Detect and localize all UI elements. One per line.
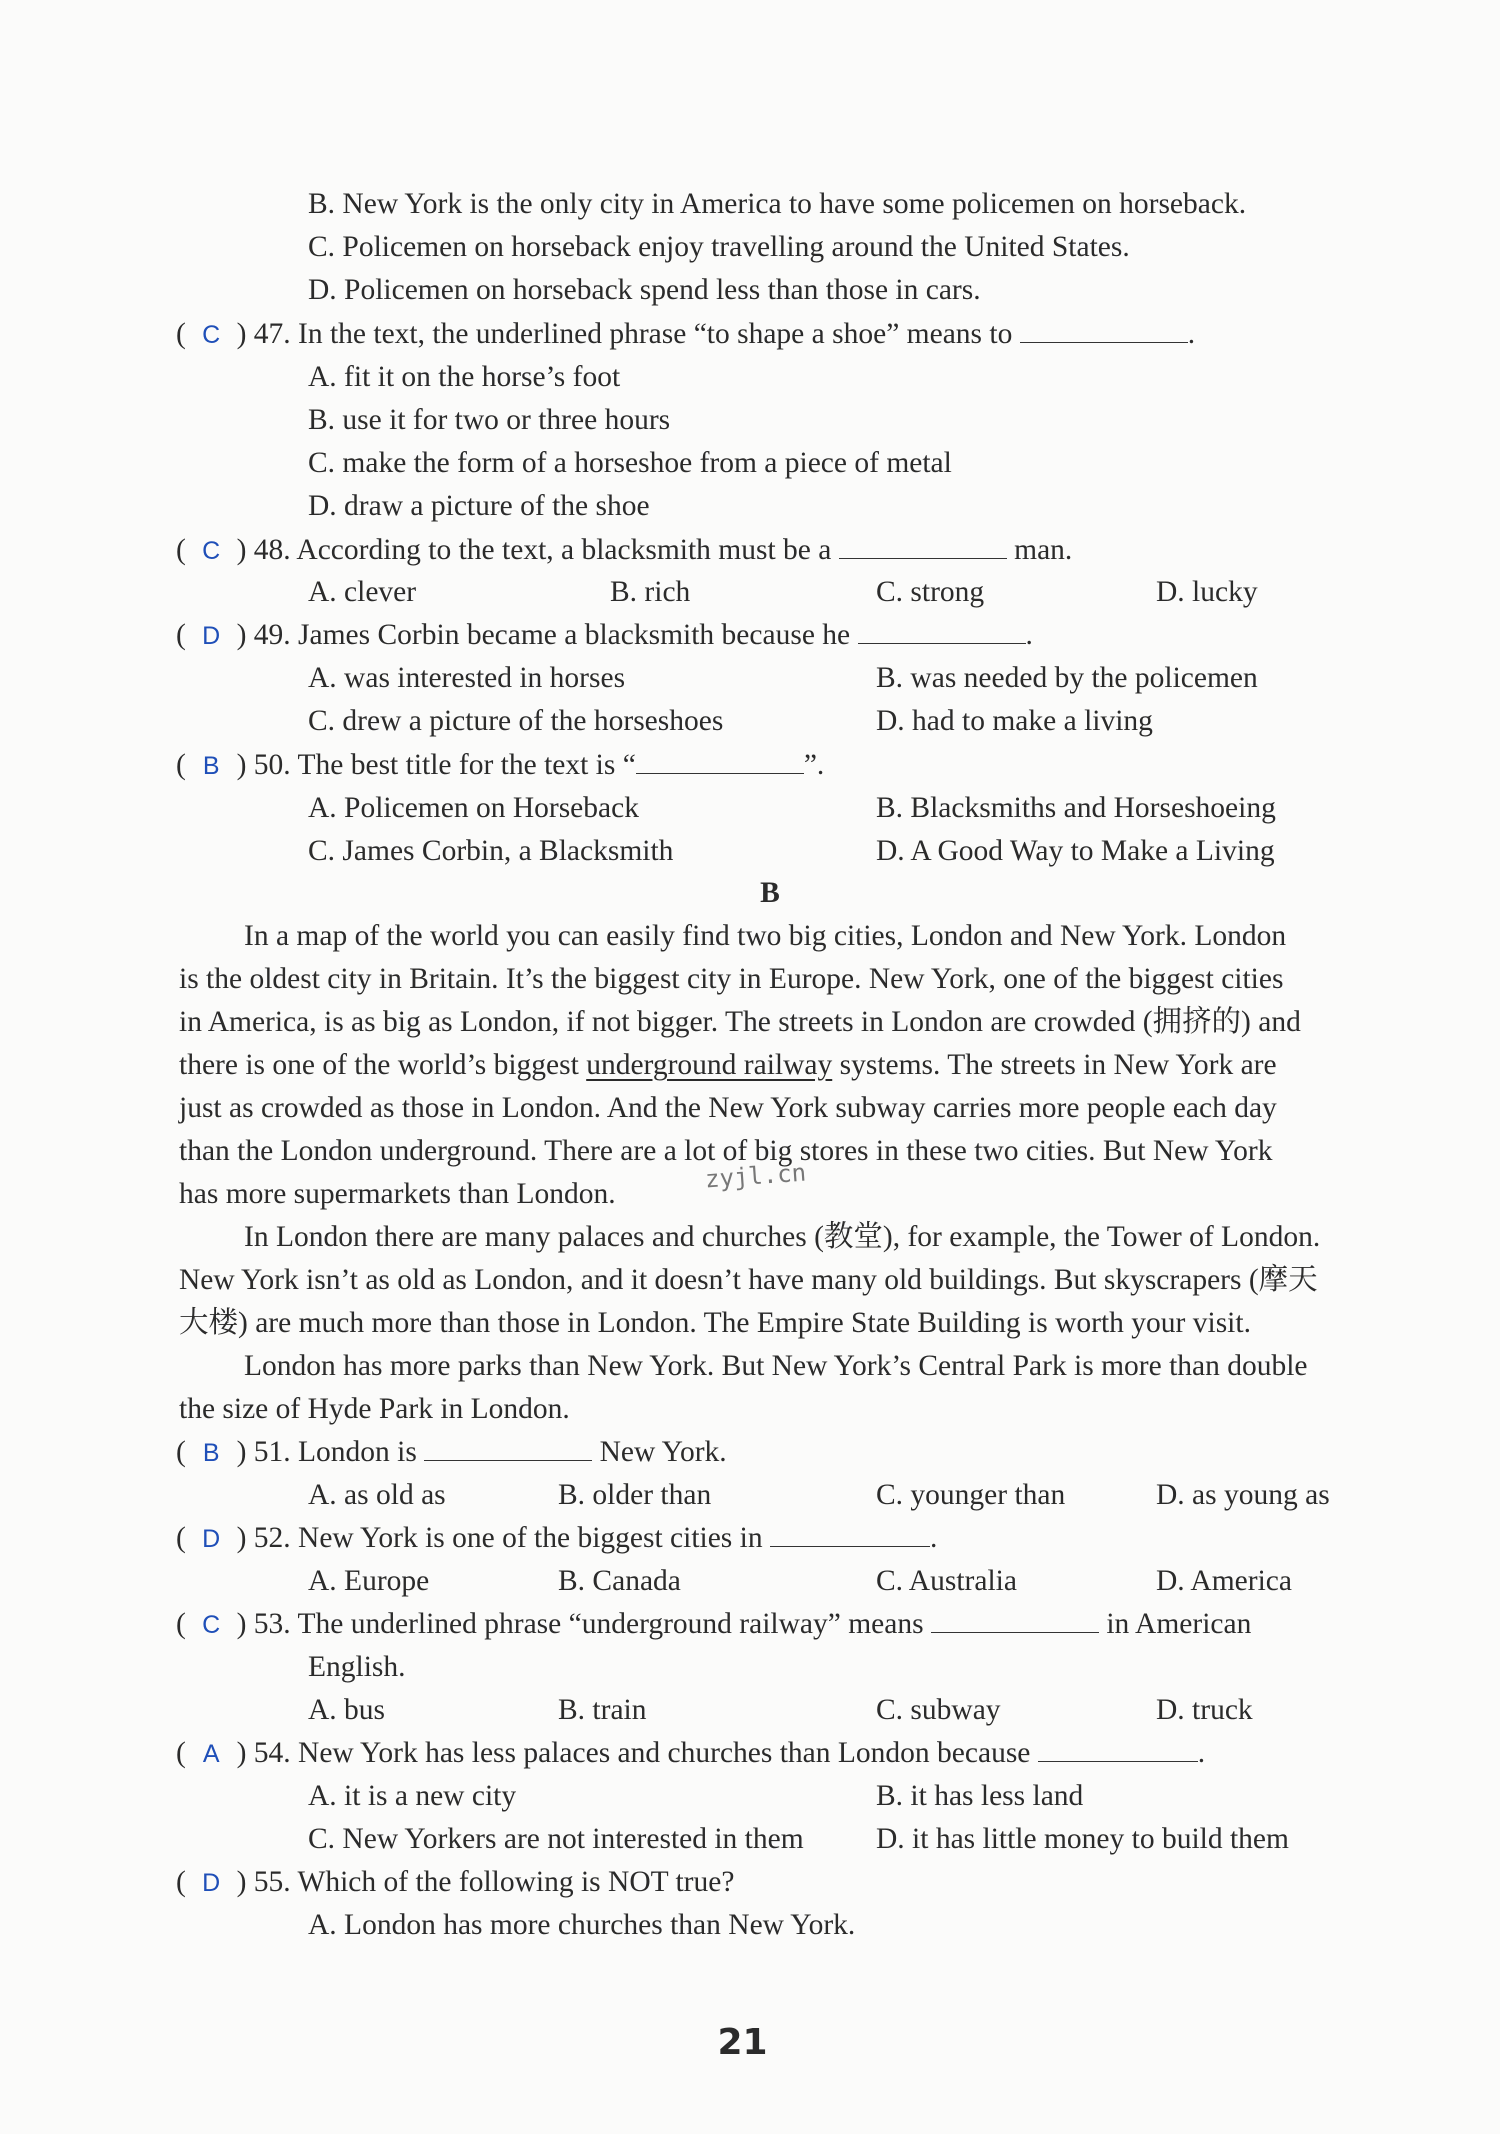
q47-stem: ( C ) 47. In the text, the underlined phrase “to shape a shoe” means to . [176, 314, 1195, 355]
q54-stem-end: . [1197, 1737, 1206, 1769]
q48-option-b: B. rich [610, 576, 691, 608]
q49-stem-text: James Corbin became a blacksmith because he [298, 619, 851, 651]
q52-option-a: A. Europe [308, 1565, 430, 1597]
q55-stem: ( D ) 55. Which of the following is NOT true? [176, 1862, 734, 1903]
q48-option-d: D. lucky [1156, 576, 1258, 608]
q53-stem-end: in American [1106, 1608, 1252, 1640]
q52-option-c: C. Australia [876, 1565, 1017, 1597]
q53-number: 53. [253, 1608, 291, 1640]
q48-option-c: C. strong [876, 576, 985, 608]
q53-blank [931, 1606, 1099, 1633]
q48-number: 48. [253, 534, 291, 566]
q47-option-a: A. fit it on the horse’s foot [308, 361, 621, 393]
q53-option-a: A. bus [308, 1694, 386, 1726]
q47-number: 47. [253, 318, 291, 350]
watermark: zyjl.cn [704, 1158, 808, 1194]
q51-option-c: C. younger than [876, 1479, 1066, 1511]
q54-stem: ( A ) 54. New York has less palaces and churches than London because . [176, 1733, 1205, 1774]
q50-stem-text: The best title for the text is “ [297, 749, 636, 781]
q53-stem: ( C ) 53. The underlined phrase “underground railway” means in American [176, 1604, 1251, 1645]
q50-option-b: B. Blacksmiths and Horseshoeing [876, 792, 1276, 824]
q50-answer: B [202, 752, 220, 780]
q52-stem-end: . [930, 1522, 938, 1554]
passage-line: than the London underground. There are a lot of big stores in these two cities. But New York [179, 1135, 1273, 1167]
q52-answer: D [202, 1525, 221, 1553]
q46-option-d: D. Policemen on horseback spend less than those in cars. [308, 274, 981, 306]
q50-number: 50. [253, 749, 291, 781]
q52-option-b: B. Canada [558, 1565, 681, 1597]
q54-number: 54. [253, 1737, 291, 1769]
q53-answer: C [202, 1611, 221, 1639]
q52-blank [770, 1520, 930, 1547]
q52-number: 52. [253, 1522, 291, 1554]
q50-option-c: C. James Corbin, a Blacksmith [308, 835, 674, 867]
q55-stem-text: Which of the following is NOT true? [297, 1866, 735, 1898]
q55-number: 55. [253, 1866, 291, 1898]
q53-stem-text: The underlined phrase “underground railway” means [297, 1608, 924, 1640]
q48-stem-text: According to the text, a blacksmith must be a [296, 534, 832, 566]
passage-line: has more supermarkets than London. [179, 1178, 616, 1210]
q47-blank [1020, 316, 1188, 343]
q48-stem-end: man. [1014, 534, 1073, 566]
q50-stem-end: ”. [803, 749, 825, 781]
q51-stem-end: New York. [599, 1436, 727, 1468]
q47-option-d: D. draw a picture of the shoe [308, 490, 650, 522]
passage-text: there is one of the world’s biggest [179, 1049, 579, 1081]
q49-stem: ( D ) 49. James Corbin became a blacksmith because he . [176, 615, 1033, 656]
q51-option-a: A. as old as [308, 1479, 446, 1511]
passage-line: In a map of the world you can easily find two big cities, London and New York. London [244, 920, 1287, 952]
q47-stem-end: . [1187, 318, 1196, 350]
q53-option-c: C. subway [876, 1694, 1001, 1726]
underlined-phrase: underground railway [586, 1049, 833, 1081]
q47-answer: C [202, 321, 221, 349]
q54-option-b: B. it has less land [876, 1780, 1084, 1812]
passage-line: in America, is as big as London, if not bigger. The streets in London are crowded (拥挤的) and [179, 1006, 1301, 1038]
q51-answer: B [202, 1439, 220, 1467]
q49-option-d: D. had to make a living [876, 705, 1153, 737]
q49-option-c: C. drew a picture of the horseshoes [308, 705, 724, 737]
q49-option-a: A. was interested in horses [308, 662, 626, 694]
q49-blank [858, 617, 1026, 644]
q51-blank [424, 1434, 592, 1461]
q46-option-b: B. New York is the only city in America to have some policemen on horseback. [308, 188, 1247, 220]
q55-option-a: A. London has more churches than New York. [308, 1909, 856, 1941]
q48-blank [839, 532, 1007, 559]
q48-option-a: A. clever [308, 576, 417, 608]
q50-blank [636, 747, 804, 774]
passage-line: the size of Hyde Park in London. [179, 1393, 570, 1425]
q49-answer: D [202, 622, 221, 650]
q52-stem: ( D ) 52. New York is one of the biggest cities in . [176, 1518, 937, 1559]
page-number: 21 [717, 2022, 768, 2063]
q50-option-d: D. A Good Way to Make a Living [876, 835, 1275, 867]
q47-option-c: C. make the form of a horseshoe from a piece of metal [308, 447, 952, 479]
q51-number: 51. [253, 1436, 291, 1468]
q47-option-b: B. use it for two or three hours [308, 404, 671, 436]
q47-stem-text: In the text, the underlined phrase “to shape a shoe” means to [298, 318, 1013, 350]
q48-stem: ( C ) 48. According to the text, a blacksmith must be a man. [176, 530, 1072, 571]
q50-option-a: A. Policemen on Horseback [308, 792, 639, 824]
q54-option-a: A. it is a new city [308, 1780, 517, 1812]
passage-line: just as crowded as those in London. And the New York subway carries more people each day [179, 1092, 1277, 1124]
q51-option-b: B. older than [558, 1479, 712, 1511]
q54-blank [1038, 1735, 1198, 1762]
passage-line: London has more parks than New York. But New York’s Central Park is more than double [244, 1350, 1308, 1382]
q46-option-c: C. Policemen on horseback enjoy travelling around the United States. [308, 231, 1130, 263]
q53-option-b: B. train [558, 1694, 647, 1726]
q50-stem: ( B ) 50. The best title for the text is “ ”. [176, 745, 824, 786]
q51-option-d: D. as young as [1156, 1479, 1330, 1511]
q55-answer: D [202, 1869, 221, 1897]
q52-stem-text: New York is one of the biggest cities in [298, 1522, 763, 1554]
q51-stem: ( B ) 51. London is New York. [176, 1432, 727, 1473]
q53-stem-continued: English. [308, 1651, 406, 1683]
q51-stem-text: London is [298, 1436, 417, 1468]
q49-number: 49. [253, 619, 291, 651]
passage-line: is the oldest city in Britain. It’s the biggest city in Europe. New York, one of the biggest cities [179, 963, 1284, 995]
passage-line: 大楼) are much more than those in London. The Empire State Building is worth your visit. [179, 1307, 1251, 1339]
section-b-heading: B [760, 877, 780, 909]
passage-line: In London there are many palaces and churches (教堂), for example, the Tower of London. [244, 1221, 1321, 1253]
q53-option-d: D. truck [1156, 1694, 1253, 1726]
q54-stem-text: New York has less palaces and churches than London because [298, 1737, 1031, 1769]
passage-text: systems. The streets in New York are [839, 1049, 1277, 1081]
q48-answer: C [202, 537, 221, 565]
q52-option-d: D. America [1156, 1565, 1292, 1597]
passage-line [179, 1045, 1277, 1085]
q54-answer: A [202, 1740, 220, 1768]
q54-option-c: C. New Yorkers are not interested in them [308, 1823, 804, 1855]
q49-option-b: B. was needed by the policemen [876, 662, 1258, 694]
q54-option-d: D. it has little money to build them [876, 1823, 1289, 1855]
passage-line: New York isn’t as old as London, and it doesn’t have many old buildings. But skyscrapers (摩天 [179, 1264, 1318, 1296]
q49-stem-end: . [1025, 619, 1033, 651]
